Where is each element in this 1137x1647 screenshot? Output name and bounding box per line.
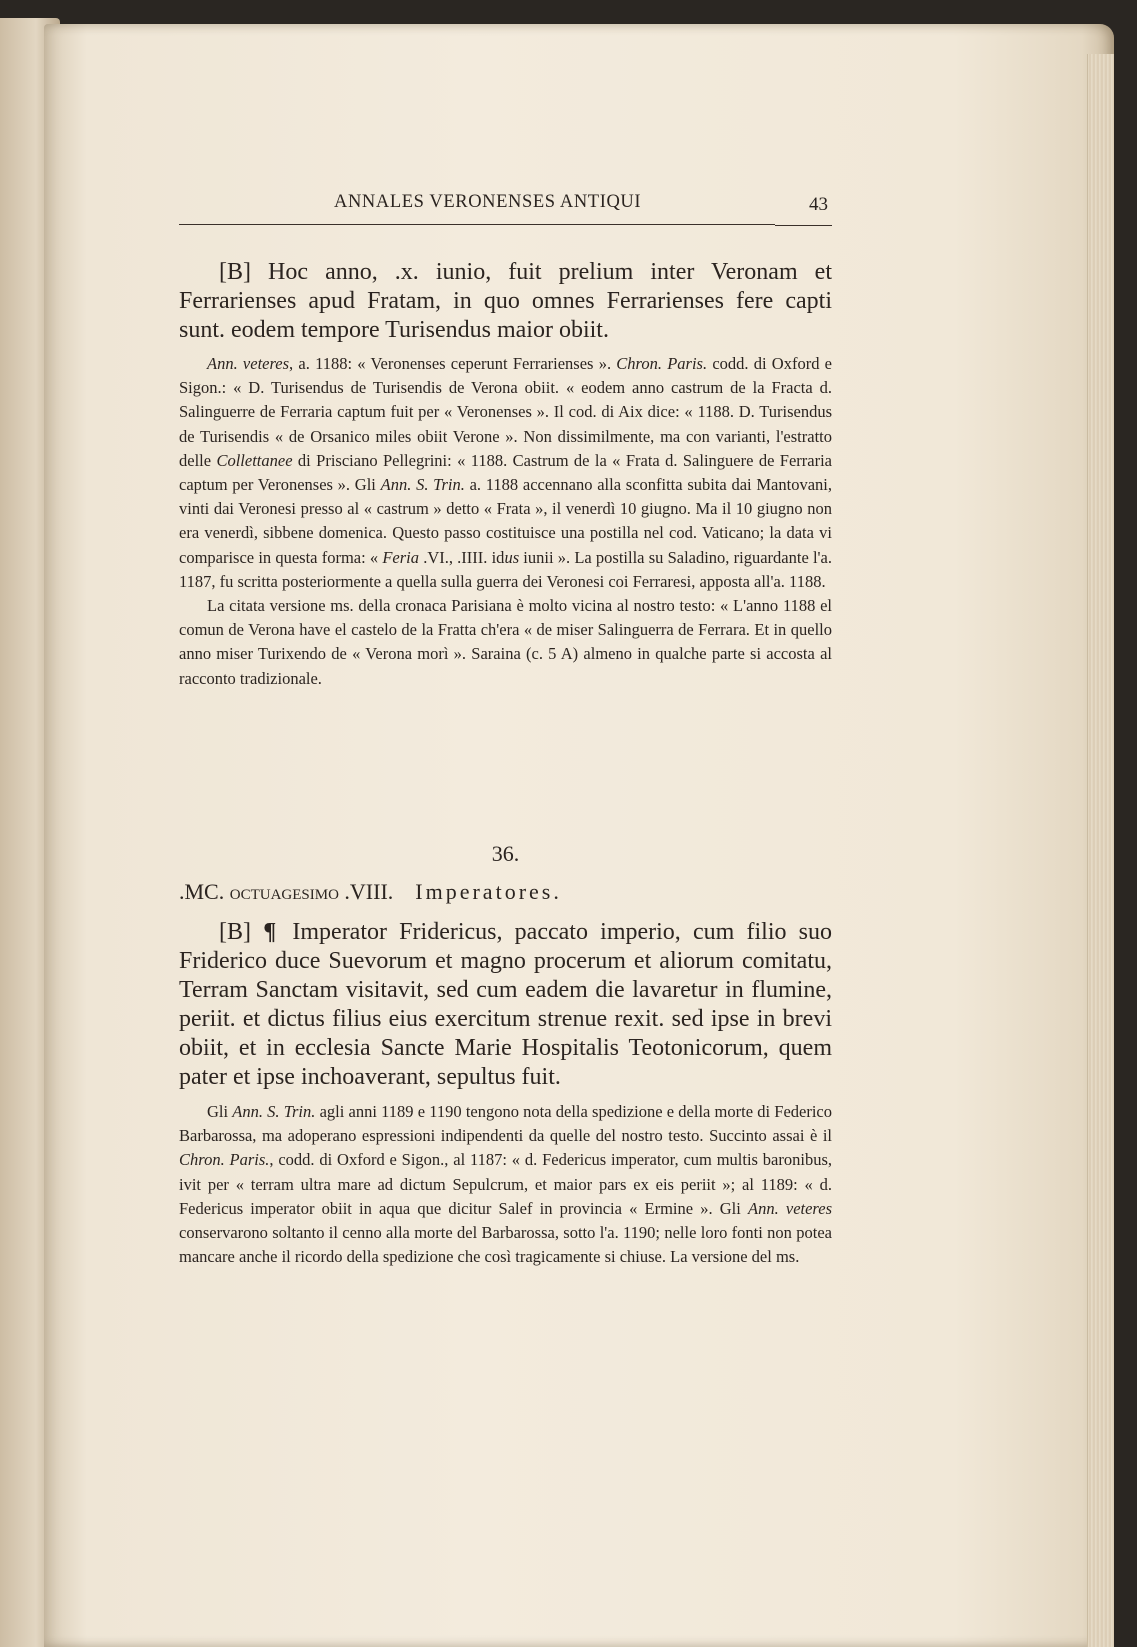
section-36-note-block	[179, 1100, 832, 1269]
note-text: , codd. di Oxford e Sigon., al 1187: « d. Federicus imperator, cum multis baronibus, ivit per « terram ultra mare ad dictum Sepulcrum, et maior pars ex eis periit »; al 1189: « d. Federicus imperator obiit in aqua que dicitur Salef in provincia « Ermine ». Gli	[179, 1150, 832, 1218]
entry-35-note-2: La citata versione ms. della cronaca Parisiana è molto vicina al nostro testo: « L'anno 1188 el comun de Verona have el castelo de la Fratta ch'era « de miser Salinguerra de Ferrara. Et in quello anno miser Turixendo de « Verona morì ». Saraina (c. 5 A) almeno in qualche parte si accosta al racconto tradizionale.	[179, 596, 832, 688]
citation: Chron. Paris.	[179, 1150, 270, 1170]
section-36-text-block	[179, 918, 832, 1092]
header-rule-end	[775, 225, 832, 226]
note-text: agli anni 1189 e 1190 tengono nota della spedizione e della morte di Federico Barbarossa, ma adoperano espressioni indipendenti da quelle del nostro testo. Succinto assai è il	[179, 1102, 832, 1146]
note-text: , a. 1188: « Veronenses ceperunt Ferrarienses ».	[289, 354, 617, 373]
citation: us	[504, 547, 520, 567]
running-head	[179, 184, 832, 224]
citation: Ann. veteres	[207, 354, 290, 373]
section-36-text	[179, 918, 832, 1092]
entry-35-text: [B] Hoc anno, .x. iunio, fuit prelium inter Veronam et Ferrarienses apud Fratam, in quo omnes Ferrarienses fere capti sunt. eodem tempore Turisendus maior obiit.	[179, 259, 832, 343]
header-rule	[179, 224, 775, 225]
source-marker: [B]	[219, 919, 251, 945]
citation: Ann. veteres	[748, 1198, 832, 1218]
section-number: 36.	[491, 841, 520, 866]
citation: Ann. S. Trin.	[232, 1102, 316, 1121]
note-text: iunii ». La postilla su Saladino, riguardante l'a. 1187, fu scritta posteriormente a quella sulla guerra dei Veronesi coi Ferraresi, apposta all'a. 1188.	[179, 547, 832, 591]
section-heading-title: Imperatores.	[415, 879, 562, 904]
section-36-note	[179, 1100, 832, 1269]
page-stack-edge	[1087, 54, 1114, 1647]
pilcrow-icon: ¶	[263, 919, 277, 945]
note-text: .VI., .IIII. id	[419, 547, 505, 567]
entry-35-note-block	[179, 352, 832, 691]
note-text: conservarono soltanto il cenno alla morte del Barbarossa, sotto l'a. 1190; nelle loro fonti non potea mancare anche il ricordo della spedizione che così tragicamente si chiuse. La versione del ms.	[179, 1223, 832, 1267]
note-text: di Prisciano Pellegrini: « 1188. Castrum de la « Frata d. Salinguere de Ferraria captum per Veronenses ». Gli	[179, 450, 833, 495]
note-text: codd. di Oxford e Sigon.: « D. Turisendus de Turisendis de Verona obiit. « eodem anno castrum de la Fracta d. Salinguerre de Ferraria captum fuit per « Veronenses ». Il cod. di Aix dice: « 1188. D. Turisendus de Turisendis « de Orsanico miles obiit Verone ». Non dissimilmente, ma con varianti, l'estratto delle	[179, 354, 833, 470]
citation: Chron. Paris.	[616, 354, 708, 373]
section-heading	[179, 879, 562, 905]
running-head-title: ANNALES VERONENSES ANTIQUI	[334, 192, 642, 212]
note-text: Gli	[207, 1102, 233, 1121]
citation: Collettanee	[216, 450, 293, 470]
section-heading-year: .MC. octuagesimo .VIII.	[179, 879, 394, 904]
citation: Feria	[382, 547, 419, 567]
entry-35-text-block	[179, 258, 832, 345]
citation: Ann. S. Trin.	[380, 475, 465, 495]
page-number: 43	[809, 194, 828, 215]
section-36-body: Imperator Fridericus, paccato imperio, cum filio suo Friderico duce Suevorum et magno procerum et aliorum comitatu, Terram Sanctam visitavit, sed cum eadem die lavaretur in flumine, periit. et dictus filius eius exercitum strenue rexit. sed ipse in brevi obiit, et in ecclesia Sancte Marie Hospitalis Teotonicorum, quem pater et ipse inchoaverant, sepultus fuit.	[179, 919, 833, 1090]
book-page	[44, 24, 1114, 1647]
entry-35-note-1	[179, 352, 832, 594]
note-text: a. 1188 accennano alla sconfitta subita dai Mantovani, vinti dai Veronesi presso al « castrum » detto « Frata », il venerdì 10 giugno. Ma il 10 giugno non era venerdì, sibbene domenica. Questo passo costituisce una postilla nel cod. Vaticano; la data vi comparisce in questa forma: «	[179, 475, 832, 567]
